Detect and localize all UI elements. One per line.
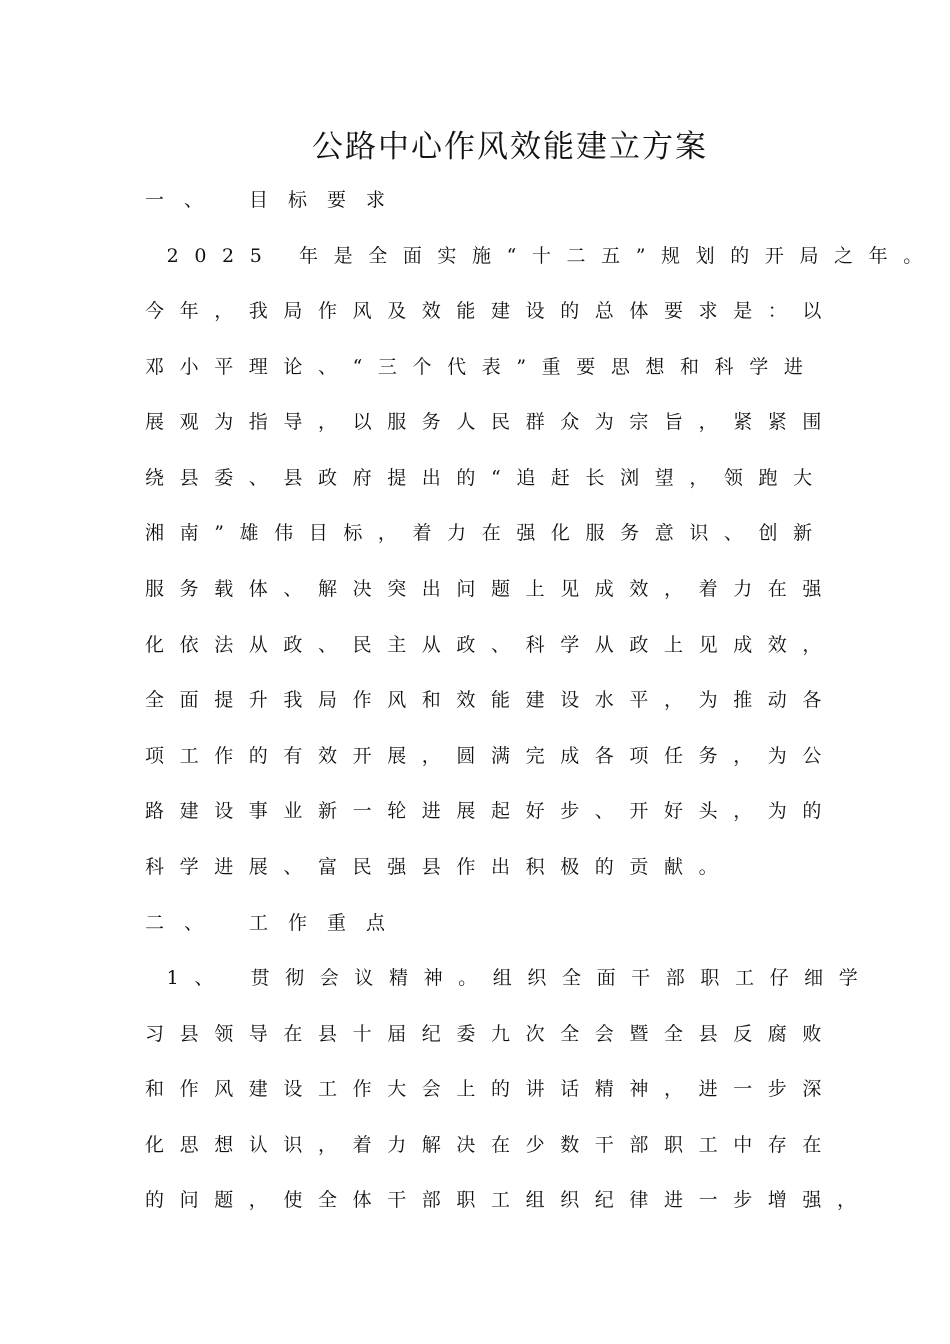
paragraph-line: 展观为指导，以服务人民群众为宗旨，紧紧围	[145, 411, 838, 433]
paragraph-line: 习县领导在县十届纪委九次全会暨全县反腐败	[145, 1023, 838, 1045]
paragraph-line: 2025 年是全面实施“十二五”规划的开局之年。	[145, 245, 938, 267]
paragraph-line: 化依法从政、民主从政、科学从政上见成效，	[145, 634, 838, 656]
paragraph-line: 邓小平理论、“三个代表”重要思想和科学进	[145, 356, 819, 378]
paragraph-line: 项工作的有效开展，圆满完成各项任务，为公	[145, 745, 838, 767]
section-heading-key-work: 二、 工作重点	[145, 912, 406, 934]
paragraph-line: 绕县委、县政府提出的“追赶长浏望，领跑大	[145, 467, 828, 489]
paragraph-line: 科学进展、富民强县作出积极的贡献。	[145, 856, 734, 878]
paragraph-line: 湘南”雄伟目标，着力在强化服务意识、创新	[145, 522, 828, 544]
paragraph-line: 和作风建设工作大会上的讲话精神，进一步深	[145, 1078, 838, 1100]
paragraph-line: 路建设事业新一轮进展起好步、开好头，为的	[145, 800, 838, 822]
paragraph-line: 今年，我局作风及效能建设的总体要求是：以	[145, 300, 838, 322]
paragraph-line: 服务载体、解决突出问题上见成效，着力在强	[145, 578, 838, 600]
paragraph-line: 1、 贯彻会议精神。组织全面干部职工仔细学	[145, 967, 874, 989]
document-title: 公路中心作风效能建立方案	[312, 129, 708, 165]
paragraph-line: 的问题，使全体干部职工组织纪律进一步增强，	[145, 1189, 872, 1211]
paragraph-line: 化思想认识，着力解决在少数干部职工中存在	[145, 1134, 838, 1156]
section-heading-goals: 一、 目标要求	[145, 189, 406, 211]
paragraph-line: 全面提升我局作风和效能建设水平，为推动各	[145, 689, 838, 711]
